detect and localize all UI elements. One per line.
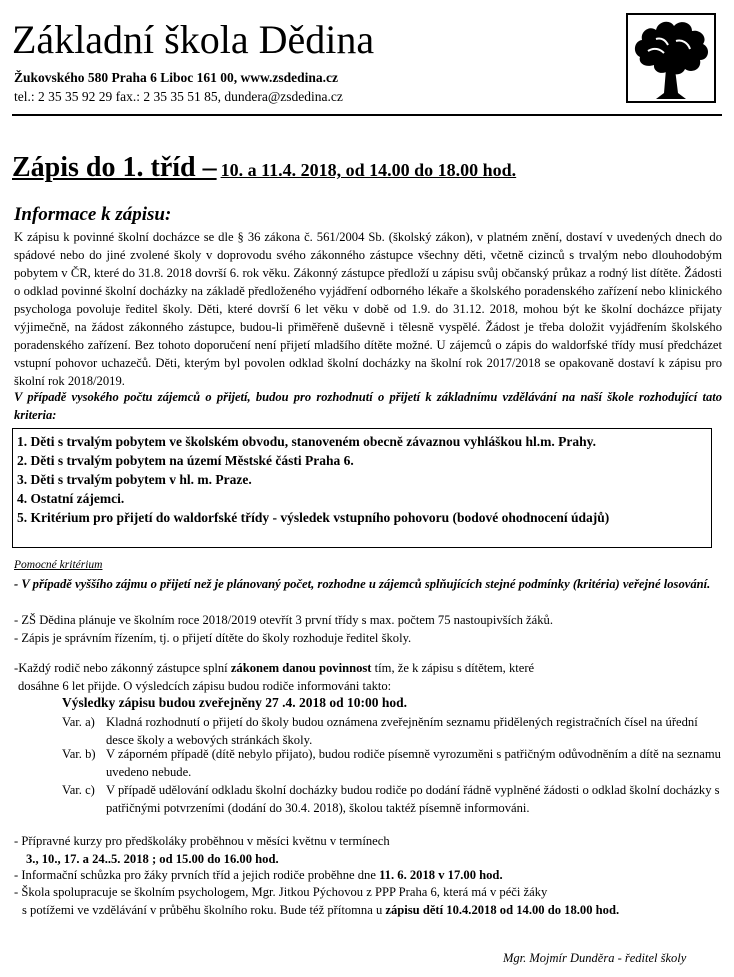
info-title: Informace k zápisu: bbox=[14, 204, 172, 225]
school-name: Základní škola Dědina bbox=[12, 17, 375, 62]
parents-duty-pre: -Každý rodič nebo zákonný zástupce splní bbox=[14, 661, 231, 675]
info-meeting-text: - Informační schůzka pro žáky prvních tříd a jejich rodiče proběhne dne bbox=[14, 868, 380, 882]
auxiliary-lottery: - V případě vyššího zájmu o přijetí než je plánovaný počet, rozhodne u zájemců splňujících stejné podmínky (kritéria) veřejné losování. bbox=[14, 577, 711, 591]
auxiliary-title: Pomocné kritérium bbox=[14, 559, 103, 571]
enrollment-title: Zápis do 1. tříd – bbox=[12, 152, 217, 183]
enrollment-heading bbox=[12, 152, 516, 184]
variant-text: V případě udělování odkladu školní docházky budou rodiče po dodání řádně vyplněné žádosti o odklad školní docházky s patřičnými potvrzeními (dodání do 30.4. 2018), školou taktéž písemně informováni. bbox=[106, 783, 720, 815]
psychologist-line: - Škola spolupracuje se školním psychologem, Mgr. Jitkou Pýchovou z PPP Praha 6, která má v péči žáky bbox=[14, 885, 548, 899]
auxiliary-classes: - ZŠ Dědina plánuje ve školním roce 2018/2019 otevřít 3 první třídy s max. počtem 75 nastoupivších žáků. bbox=[14, 613, 553, 627]
criterion-item: 5. Kritérium pro přijetí do waldorfské třídy - výsledek vstupního pohovoru (bodové ohodnocení údajů) bbox=[17, 510, 610, 525]
psychologist-text: s potížemi ve vzdělávání v průběhu školního roku. Bude též přítomna u bbox=[22, 903, 386, 917]
results-headline: Výsledky zápisu budou zveřejněny 27 .4. 2018 od 10:00 hod. bbox=[62, 695, 408, 710]
info-paragraph: K zápisu k povinné školní docházce se dle § 36 zákona č. 561/2004 Sb. (školský zákon), v platném znění, dostaví v uvedených dnech do spádové nebo do jiné zvolené školy v doprovodu svého zákonného zástupce všechny děti, včetně cizinců s trvalým nebo dlouhodobým pobytem v ČR, které do 31.8. 2018 dovrší 6. rok věku. Zákonný zástupce předloží u zápisu svůj občanský průkaz a rodný list dítěte. Žádosti o odklad povinné školní docházky na základě předloženého vyjádření odborného lékaře a školského poradenského zařízení nebo klinického psychologa povoluje ředitel školy. Děti, které dovrší 6 let věku v době od 1.9. do 31.12. 2018, mohou být ke školní docházce přijaty výjimečně, na žádost zákonného zástupce, budou-li přiměřeně duševně i tělesně vyspělé. Žádost je třeba doložit vyjádřením školského poradenského zařízení. Bez tohoto doporučení není přijetí mladšího dítěte možné. U zájemců o zápis do waldorfské třídy musí předcházet vstupní pohovor uchazečů. Děti, kterým byl povolen odklad školní docházky na školní rok 2017/2018 se opakovaně dostaví k zápisu pro školní rok 2018/2019. bbox=[14, 230, 722, 388]
school-address: Žukovského 580 Praha 6 Liboc 161 00, www.zsdedina.cz bbox=[14, 70, 339, 85]
criteria-box bbox=[12, 428, 712, 548]
variant-a bbox=[62, 713, 722, 749]
variant-label: Var. a) bbox=[62, 715, 95, 729]
auxiliary-procedure: - Zápis je správním řízením, tj. o přijetí dítěte do školy rozhoduje ředitel školy. bbox=[14, 631, 412, 645]
parents-duty-post: tím, že k zápisu s dítětem, které bbox=[371, 661, 535, 675]
criterion-item: 3. Děti s trvalým pobytem v hl. m. Praze. bbox=[17, 472, 252, 487]
criterion-item: 1. Děti s trvalým pobytem ve školském obvodu, stanoveném obecně závaznou vyhláškou hl.m. Prahy. bbox=[17, 434, 597, 449]
psychologist-date: zápisu dětí 10.4.2018 od 14.00 do 18.00 hod. bbox=[385, 903, 620, 917]
variant-b bbox=[62, 745, 722, 781]
criterion-item: 2. Děti s trvalým pobytem na území Městské části Praha 6. bbox=[17, 453, 354, 468]
parents-duty-bold: zákonem danou povinnost bbox=[230, 661, 372, 675]
variant-c bbox=[62, 781, 722, 817]
prep-course-line: - Přípravné kurzy pro předškoláky proběhnou v měsíci květnu v termínech bbox=[14, 834, 390, 848]
enrollment-date: 10. a 11.4. 2018, od 14.00 do 18.00 hod. bbox=[220, 160, 517, 180]
variant-label: Var. b) bbox=[62, 747, 96, 761]
psychologist-line-2 bbox=[22, 901, 619, 919]
prep-course-dates: 3., 10., 17. a 24..5. 2018 ; od 15.00 do 16.00 hod. bbox=[26, 852, 279, 866]
signature: Mgr. Mojmír Dunděra - ředitel školy bbox=[503, 951, 687, 965]
variant-text: V záporném případě (dítě nebylo přijato), budou rodiče písemně vyrozuměni s patřičným odůvodněním a dítě na seznamu uvedeno nebude. bbox=[106, 747, 721, 779]
criteria-intro: V případě vysokého počtu zájemců o přijetí, budou pro rozhodnutí o přijetí k základnímu vzdělávání na naší škole rozhodující tato kriteria: bbox=[14, 390, 722, 422]
header-rule bbox=[12, 114, 722, 116]
tree-logo bbox=[626, 13, 716, 103]
parents-info-line: dosáhne 6 let přijde. O výsledcích zápisu budou rodiče informováni takto: bbox=[18, 679, 392, 693]
criterion-item: 4. Ostatní zájemci. bbox=[17, 491, 125, 506]
school-contact: tel.: 2 35 35 92 29 fax.: 2 35 35 51 85, dundera@zsdedina.cz bbox=[14, 89, 343, 104]
variant-label: Var. c) bbox=[62, 783, 95, 797]
info-meeting-date: 11. 6. 2018 v 17.00 hod. bbox=[379, 868, 503, 882]
parents-duty-line bbox=[14, 659, 534, 677]
variant-text: Kladná rozhodnutí o přijetí do školy budou oznámena zveřejněním seznamu přidělených registračních čísel na úřední desce školy a webových stránkách školy. bbox=[106, 715, 698, 747]
info-meeting-line bbox=[14, 866, 503, 884]
